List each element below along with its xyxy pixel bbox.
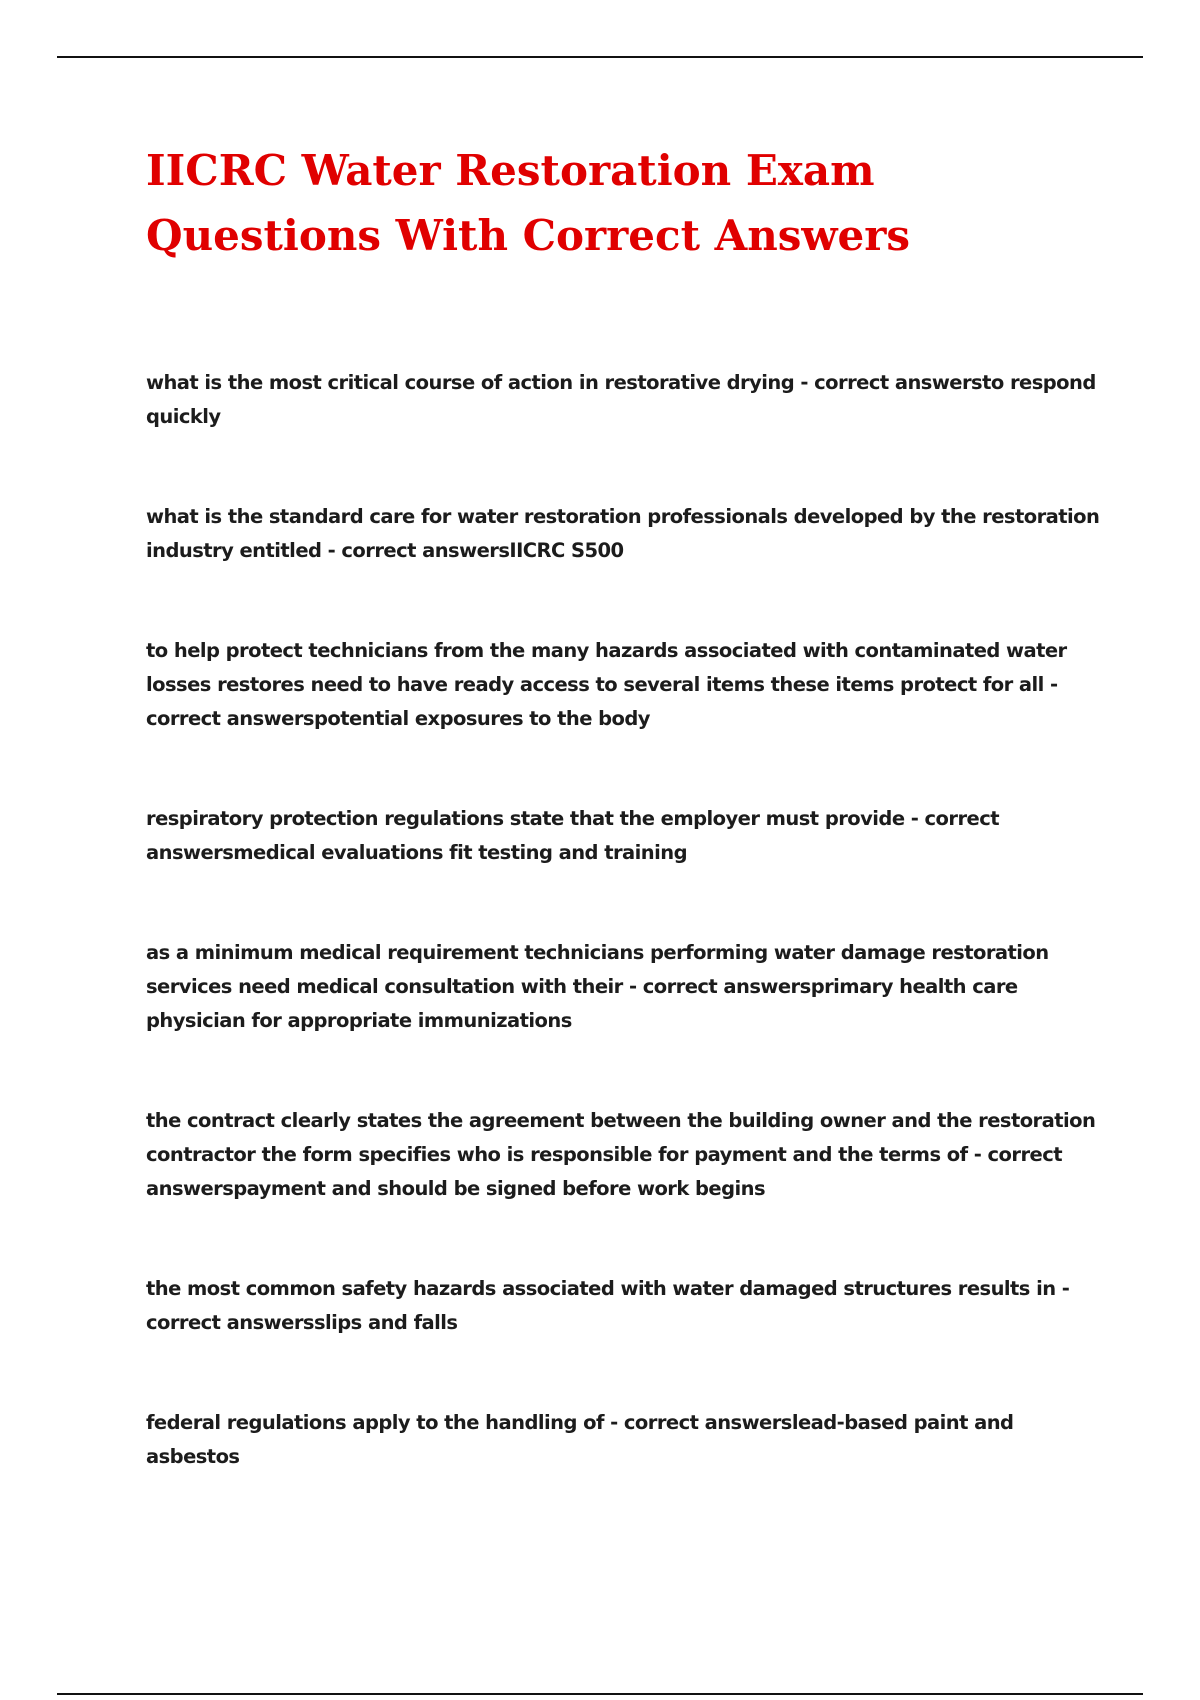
qa-item [146, 1406, 1101, 1474]
answer-text: slips and falls [313, 1311, 458, 1334]
question-text: respiratory protection regulations state that the employer must provide - correct answers [146, 807, 999, 864]
qa-item [146, 1104, 1101, 1206]
answer-text: IICRC S500 [509, 539, 624, 562]
answer-text: medical evaluations fit testing and training [233, 841, 687, 864]
document-title: IICRC Water Restoration Exam Questions With Correct Answers [146, 146, 911, 260]
qa-item [146, 500, 1101, 568]
answer-text: primary health care physician for appropriate immunizations [146, 975, 1018, 1032]
question-text: to help protect technicians from the many hazards associated with contaminated water losses restores need to have ready access to several items these items protect for all - correct answers [146, 639, 1067, 730]
answer-text: to respond quickly [146, 371, 1096, 428]
header-rule [57, 56, 1143, 58]
qa-item [146, 936, 1101, 1038]
qa-item [146, 634, 1101, 736]
question-text: federal regulations apply to the handling of - correct answers [146, 1411, 792, 1434]
answer-text: lead-based paint and asbestos [146, 1411, 1014, 1468]
question-text: the contract clearly states the agreement between the building owner and the restoration contractor the form specifies who is responsible for payment and the terms of - correct answers [146, 1109, 1096, 1200]
answer-text: payment and should be signed before work begins [233, 1177, 766, 1200]
qa-item [146, 1272, 1101, 1340]
question-text: the most common safety hazards associated with water damaged structures results in - correct answers [146, 1277, 1070, 1334]
footer-rule [57, 1693, 1143, 1695]
question-text: what is the standard care for water restoration professionals developed by the restoration industry entitled - correct answers [146, 505, 1100, 562]
qa-item [146, 802, 1101, 870]
question-text: as a minimum medical requirement technicians performing water damage restoration services need medical consultation with their - correct answers [146, 941, 1049, 998]
qa-item [146, 366, 1101, 434]
question-text: what is the most critical course of action in restorative drying - correct answers [146, 371, 983, 394]
answer-text: potential exposures to the body [313, 707, 650, 730]
